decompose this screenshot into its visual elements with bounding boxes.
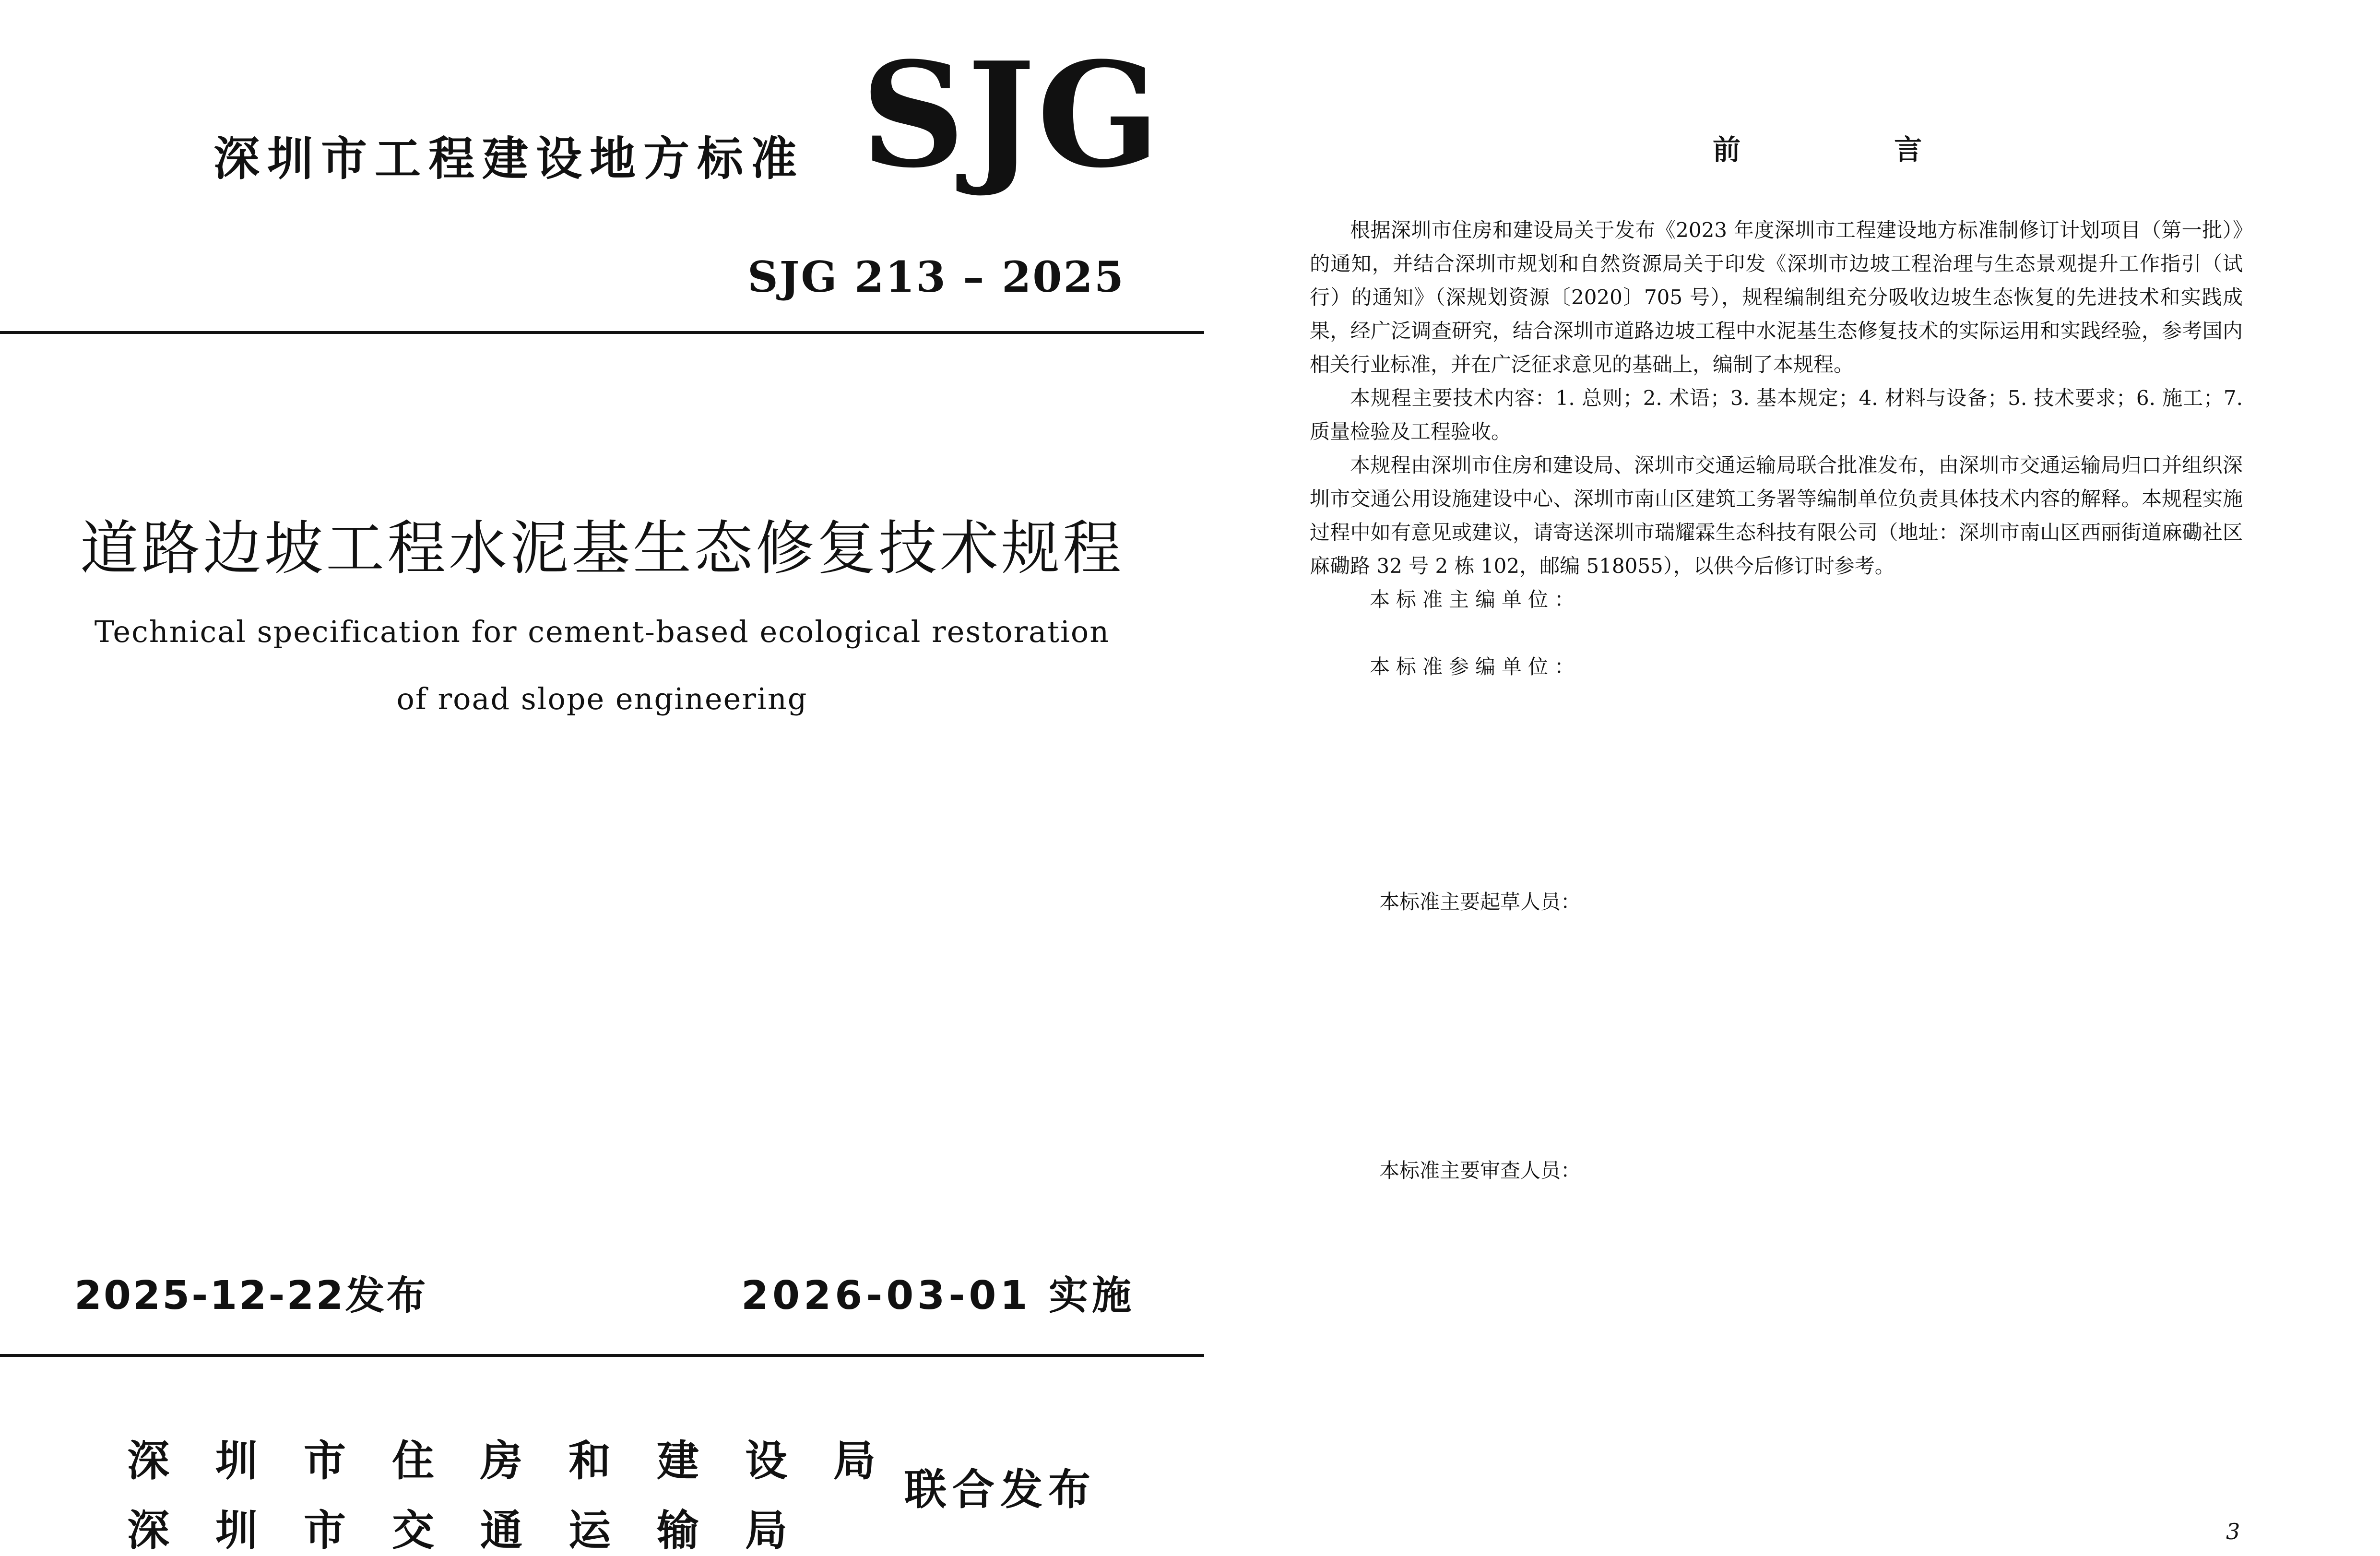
participating-units-label: 本标准参编单位： [1369, 655, 1581, 678]
joint-release-label: 联合发布 [904, 1465, 1097, 1514]
document-title-en-line1: Technical specification for cement-based ecological restoration [94, 614, 1110, 649]
preface-paragraph-3: 本规程由深圳市住房和建设局、深圳市交通运输局联合批准发布，由深圳市交通运输局归口并组织深圳市交通公用设施建设中心、深圳市南山区建筑工务署等编制单位负责具体技术内容的解释。本规程实施过程中如有意见或建议，请寄送深圳市瑞耀霖生态科技有限公司（地址：深圳市南山区西丽街道麻磡社区麻磡路 32 号 2 栋 102，邮编 518055），以供今后修订时参考。 [1310, 453, 2243, 578]
issuer-housing-bureau: 深圳市住房和建设局 [127, 1436, 922, 1485]
issue-date: 2025-12-22发布 [74, 1273, 428, 1318]
participating-units-row [1310, 650, 1581, 684]
chief-units-row [1310, 583, 1581, 617]
top-divider [0, 331, 1204, 334]
sjg-logo: SJG [861, 30, 1162, 200]
page-number: 3 [2226, 1519, 2240, 1544]
standard-number: SJG 213 – 2025 [747, 252, 1125, 302]
preface-title: 前 言 [1713, 133, 1994, 166]
preface-paragraph-1: 根据深圳市住房和建设局关于发布《2023 年度深圳市工程建设地方标准制修订计划项目（第一批）》的通知，并结合深圳市规划和自然资源局关于印发《深圳市边坡工程治理与生态景观提升工作指引（试行）的通知》（深规划资源〔2020〕705 号），规程编制组充分吸收边坡生态恢复的先进技术和实践成果，经广泛调查研究，结合深圳市道路边坡工程中水泥基生态修复技术的实际运用和实践经验，参考国内相关行业标准，并在广泛征求意见的基础上，编制了本规程。 [1310, 218, 2243, 376]
issuer-transport-bureau: 深圳市交通运输局 [127, 1506, 834, 1555]
reviewers-row [1310, 1154, 1581, 1188]
implementation-date: 2026-03-01 实施 [741, 1273, 1136, 1318]
drafters-row [1310, 885, 1581, 919]
preface-paragraph-2: 本规程主要技术内容：1. 总则；2. 术语；3. 基本规定；4. 材料与设备；5. 技术要求；6. 施工；7. 质量检验及工程验收。 [1310, 386, 2243, 443]
standard-category-label: 深圳市工程建设地方标准 [213, 132, 805, 186]
chief-units-label: 本标准主编单位： [1369, 588, 1581, 611]
document-title-en-line2: of road slope engineering [396, 681, 808, 716]
bottom-divider [0, 1354, 1204, 1357]
drafters-label: 本标准主要起草人员： [1379, 890, 1581, 914]
reviewers-label: 本标准主要审查人员： [1379, 1159, 1581, 1182]
document-title-cn: 道路边坡工程水泥基生态修复技术规程 [80, 514, 1124, 582]
